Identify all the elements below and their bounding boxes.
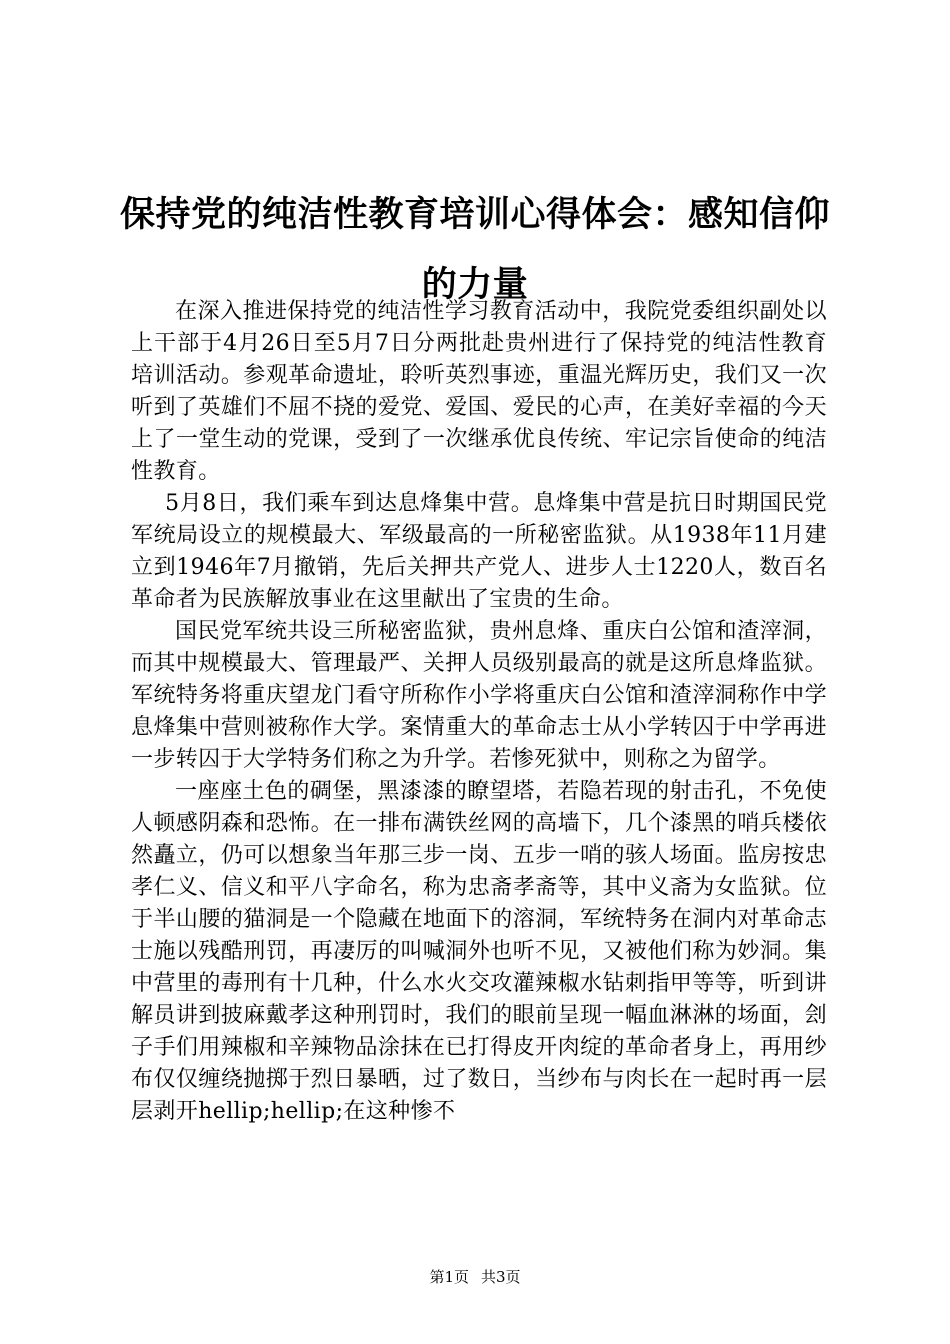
document-body bbox=[131, 296, 827, 1128]
paragraph-3: 国民党军统共设三所秘密监狱，贵州息烽、重庆白公馆和渣滓洞，而其中规模最大、管理最严、关押人员级别最高的就是这所息烽监狱。军统特务将重庆望龙门看守所称作小学将重庆白公馆和渣滓洞称作中学息烽集中营则被称作大学。案情重大的革命志士从小学转囚于中学再进一步转囚于大学特务们称之为升学。若惨死狱中，则称之为留学。 bbox=[131, 619, 827, 772]
paragraph-4: 一座座土色的碉堡，黑漆漆的瞭望塔，若隐若现的射击孔，不免使人顿感阴森和恐怖。在一排布满铁丝网的高墙下，几个漆黑的哨兵楼依然矗立，仍可以想象当年那三步一岗、五步一哨的骇人场面。监房按忠孝仁义、信义和平八字命名，称为忠斋孝斋等，其中义斋为女监狱。位于半山腰的猫洞是一个隐藏在地面下的溶洞，军统特务在洞内对革命志士施以残酷刑罚，再凄厉的叫喊洞外也听不见，又被他们称为妙洞。集中营里的毒刑有十几种，什么水火交攻灌辣椒水钻刺指甲等等，听到讲解员讲到披麻戴孝这种刑罚时，我们的眼前呈现一幅血淋淋的场面，刽子手们用辣椒和辛辣物品涂抹在已打得皮开肉绽的革命者身上，再用纱布仅仅缠绕抛掷于烈日暴晒，过了数日，当纱布与肉长在一起时再一层层剥开hellip;hellip;在这种惨不 bbox=[131, 779, 827, 1124]
paragraph-1: 在深入推进保持党的纯洁性学习教育活动中，我院党委组织副处以上干部于4月26日至5月7日分两批赴贵州进行了保持党的纯洁性教育培训活动。参观革命遗址，聆听英烈事迹，重温光辉历史，我们又一次听到了英雄们不屈不挠的爱党、爱国、爱民的心声，在美好幸福的今天上了一堂生动的党课，受到了一次继承优良传统、牢记宗旨使命的纯洁性教育。 bbox=[131, 299, 827, 484]
document-title: 保持党的纯洁性教育培训心得体会：感知信仰的力量 bbox=[120, 195, 831, 305]
paragraph-2: 5月8日，我们乘车到达息烽集中营。息烽集中营是抗日时期国民党军统局设立的规模最大、军级最高的一所秘密监狱。从1938年11月建立到1946年7月撤销，先后关押共产党人、进步人士1220人，数百名革命者为民族解放事业在这里献出了宝贵的生命。 bbox=[131, 491, 827, 612]
page-footer bbox=[0, 1267, 950, 1287]
page-number: 第1页 bbox=[429, 1268, 469, 1286]
page-total: 共3页 bbox=[481, 1268, 521, 1286]
